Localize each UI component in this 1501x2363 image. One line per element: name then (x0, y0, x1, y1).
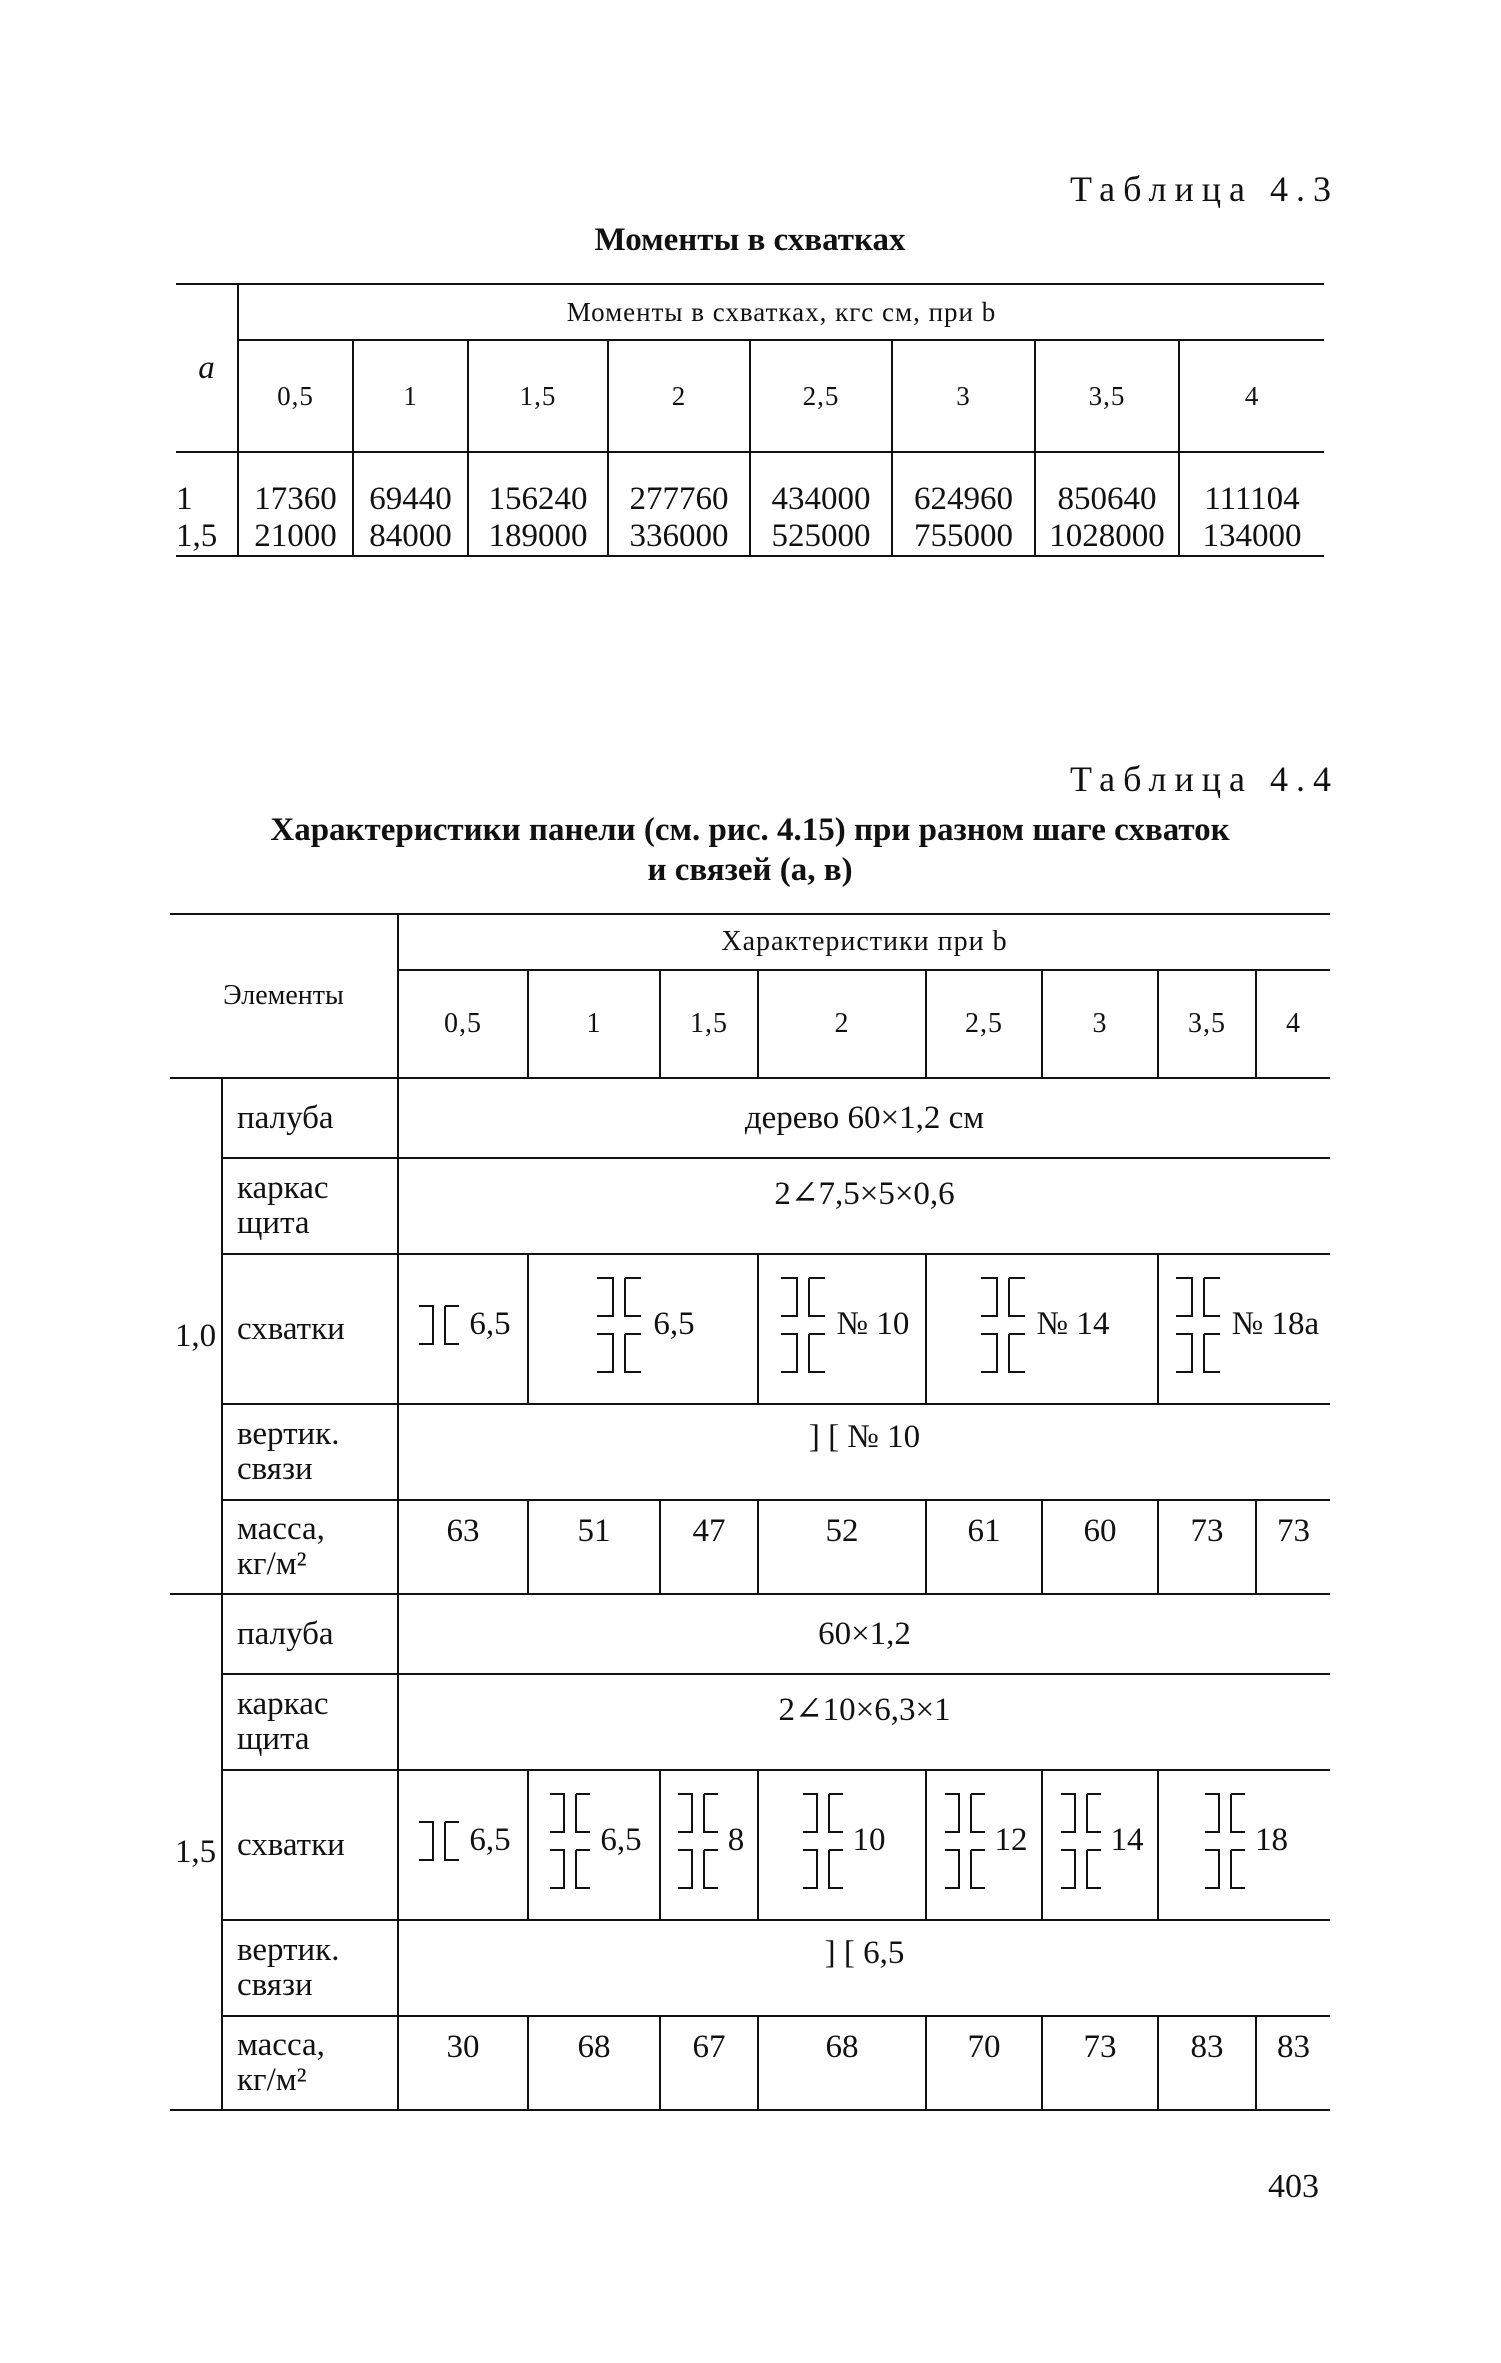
row-a: 1 (176, 452, 238, 518)
double-channel-pair-icon (1170, 1270, 1226, 1380)
table-4-3-group-header: Моменты в схватках, кгс см, при b (238, 284, 1324, 340)
table-cell: 21000 (238, 518, 353, 556)
label-skhvatki: схватки (222, 1254, 398, 1404)
double-channel-pair-icon (1201, 1786, 1249, 1896)
table-cell: 111104 (1204, 481, 1300, 517)
double-channel-pair-icon (674, 1786, 722, 1896)
table-cell: 434000 (750, 452, 892, 518)
table-cell: 336000 (608, 518, 750, 556)
table-4-3 (176, 283, 1324, 557)
vertik-value: ] [ № 10 (398, 1404, 1330, 1500)
channel-pair-icon (415, 1816, 463, 1866)
table-4-4-group-header: Характеристики при b (398, 914, 1330, 970)
massa-cell: 52 (758, 1500, 926, 1594)
table-cell: 17360 (238, 452, 353, 518)
corner-a: a (176, 284, 238, 452)
label-skhvatki: схватки (222, 1770, 398, 1920)
col-header: 2,5 (926, 970, 1042, 1078)
skhvatki-cell: № 18а (1158, 1254, 1330, 1404)
table-cell: 189000 (468, 518, 608, 556)
table-cell: 1028000 (1035, 518, 1179, 556)
double-channel-pair-icon (1057, 1786, 1105, 1896)
label-karkas: каркас щита (222, 1158, 398, 1254)
massa-cell: 73 (1158, 1500, 1256, 1594)
table-cell: 134000 (1179, 518, 1324, 556)
skhvatki-cell: 14 (1042, 1770, 1158, 1920)
skhvatki-cell: 8 (660, 1770, 758, 1920)
massa-cell: 73 (1042, 2016, 1158, 2110)
col-header: 1,5 (660, 970, 758, 1078)
karkas-value: 2∠10×6,3×1 (398, 1674, 1330, 1770)
col-header: 4 (1256, 970, 1330, 1078)
double-channel-pair-icon (975, 1270, 1031, 1380)
page-number: 403 (1268, 2168, 1319, 2205)
channel-pair-icon (415, 1300, 463, 1350)
col-header: 3,5 (1158, 970, 1256, 1078)
label-vertik: вертик. связи (222, 1404, 398, 1500)
table-cell: 525000 (750, 518, 892, 556)
table-cell: 850640 (1035, 452, 1179, 518)
table-4-4-title-line2: и связей (а, в) (647, 852, 853, 888)
skhvatki-cell: 12 (926, 1770, 1042, 1920)
massa-cell: 67 (660, 2016, 758, 2110)
double-channel-pair-icon (775, 1270, 831, 1380)
col-header: 2 (758, 970, 926, 1078)
table-cell: 755000 (892, 518, 1035, 556)
label-paluba: палуба (222, 1078, 398, 1158)
table-4-4 (170, 913, 1330, 2111)
massa-cell: 60 (1042, 1500, 1158, 1594)
col-header: 4 (1179, 340, 1324, 452)
massa-cell: 68 (528, 2016, 660, 2110)
paluba-value: дерево 60×1,2 см (398, 1078, 1330, 1158)
col-header: 0,5 (238, 340, 353, 452)
label-massa: масса, кг/м² (222, 2016, 398, 2110)
table-4-3-title: Моменты в схватках (594, 222, 906, 258)
massa-cell: 83 (1256, 2016, 1330, 2110)
vertik-value: ] [ 6,5 (398, 1920, 1330, 2016)
massa-cell: 61 (926, 1500, 1042, 1594)
table-cell: 84000 (353, 518, 468, 556)
table-cell: 277760 (608, 452, 750, 518)
col-header: 3 (892, 340, 1035, 452)
group-a-label: 1,5 (170, 1594, 222, 2110)
massa-cell: 30 (398, 2016, 528, 2110)
table-cell: 624960 (892, 452, 1035, 518)
label-paluba: палуба (222, 1594, 398, 1674)
massa-cell: 73 (1256, 1500, 1330, 1594)
skhvatki-cell: № 14 (926, 1254, 1158, 1404)
col-header: 3,5 (1035, 340, 1179, 452)
massa-cell: 83 (1158, 2016, 1256, 2110)
double-channel-pair-icon (546, 1786, 594, 1896)
massa-cell: 47 (660, 1500, 758, 1594)
col-header: 3 (1042, 970, 1158, 1078)
col-header: 1 (528, 970, 660, 1078)
skhvatki-cell: 6,5 (528, 1770, 660, 1920)
table-cell: 69440 (353, 452, 468, 518)
col-header: 0,5 (398, 970, 528, 1078)
skhvatki-cell: 6,5 (398, 1770, 528, 1920)
table-cell: 156240 (468, 452, 608, 518)
col-header: 1,5 (468, 340, 608, 452)
double-channel-pair-icon (799, 1786, 847, 1896)
table-4-4-title-line1: Характеристики панели (см. рис. 4.15) при разном шаге схваток (270, 812, 1230, 848)
massa-cell: 63 (398, 1500, 528, 1594)
col-header: 2,5 (750, 340, 892, 452)
karkas-value: 2∠7,5×5×0,6 (398, 1158, 1330, 1254)
table-4-3-caption: Таблица 4.3 (1070, 169, 1339, 209)
paluba-value: 60×1,2 (398, 1594, 1330, 1674)
table-4-4-caption: Таблица 4.4 (1070, 759, 1339, 799)
skhvatki-cell: № 10 (758, 1254, 926, 1404)
skhvatki-cell: 10 (758, 1770, 926, 1920)
massa-cell: 68 (758, 2016, 926, 2110)
skhvatki-cell: 18 (1158, 1770, 1330, 1920)
label-vertik: вертик. связи (222, 1920, 398, 2016)
elements-header: Элементы (170, 914, 398, 1078)
skhvatki-cell: 6,5 (528, 1254, 758, 1404)
double-channel-pair-icon (941, 1786, 989, 1896)
massa-cell: 70 (926, 2016, 1042, 2110)
row-a: 1,5 (176, 518, 238, 556)
massa-cell: 51 (528, 1500, 660, 1594)
col-header: 2 (608, 340, 750, 452)
label-massa: масса, кг/м² (222, 1500, 398, 1594)
col-header: 1 (353, 340, 468, 452)
skhvatki-cell: 6,5 (398, 1254, 528, 1404)
label-karkas: каркас щита (222, 1674, 398, 1770)
double-channel-pair-icon (591, 1270, 647, 1380)
group-a-label: 1,0 (170, 1078, 222, 1594)
